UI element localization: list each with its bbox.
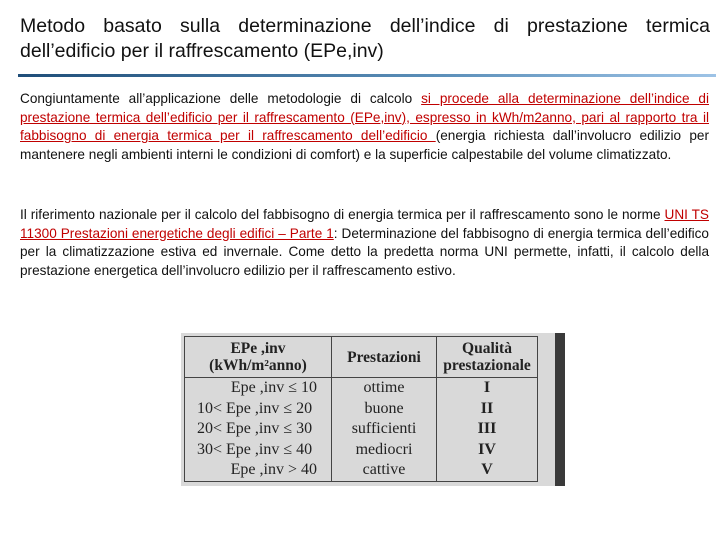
table-shadow	[555, 333, 565, 486]
paragraph1-text-end: (energia richiesta dall’involucro edilizio per mantenere negli ambienti interni le condizioni di comfort) e la superficie calpestabile del volume climatizzato.	[20, 128, 710, 162]
header-quality-line1: Qualità	[462, 340, 512, 357]
performance-cell: sufficienti	[351, 420, 417, 438]
quality-cell: III	[477, 420, 497, 438]
slide-title: Metodo basato sulla determinazione dell’indice di prestazione termica dell’edificio per il raffrescamento (EPe,inv)	[20, 15, 710, 62]
performance-cell: ottime	[363, 379, 405, 396]
table-body-row	[185, 378, 538, 482]
paragraph-uni-reference	[20, 206, 709, 280]
quality-cell: V	[481, 461, 493, 479]
paragraph1-text: Congiuntamente all’applicazione delle metodologie di calcolo	[20, 91, 422, 106]
quality-cell: II	[480, 399, 494, 417]
performance-table-image	[181, 333, 565, 486]
quality-column	[437, 378, 538, 482]
performance-cell: buone	[364, 399, 404, 417]
header-epe-line1: EPe ,inv	[230, 340, 286, 357]
paragraph1-link[interactable]: si procede alla determinazione dell’indice di prestazione termica dell’edificio per il raffrescamento (EPe,inv), espresso in kWh/m2anno, pari al rapporto tra il fabbisogno di energia termica per il raffrescamento dell’edificio	[20, 91, 709, 144]
range-cell: Epe ,inv ≤ 10	[230, 379, 317, 396]
range-cell: 30< Epe ,inv ≤ 40	[197, 440, 313, 458]
paragraph2-text-end: : Determinazione del fabbisogno di energia termica dell’edifico per la climatizzazione estiva ed invernale. Come detto la predetta norma UNI permette, infatti, il calcolo della prestazione energetica dell’involucro edilizio per il raffrescamento estivo.	[20, 225, 709, 278]
header-performance: Prestazioni	[332, 337, 437, 378]
performance-cell: cattive	[362, 461, 406, 479]
quality-cell: IV	[478, 440, 496, 458]
range-cell: Epe ,inv > 40	[230, 461, 317, 479]
performance-column	[332, 378, 437, 482]
range-cell: 10< Epe ,inv ≤ 20	[197, 399, 313, 417]
header-quality	[437, 337, 538, 378]
performance-cell: mediocri	[355, 440, 413, 458]
range-column	[185, 378, 332, 482]
uni-ts-11300-link[interactable]: UNI TS 11300 Prestazioni energetiche degli edifici – Parte 1	[20, 207, 710, 241]
header-epe-line2: (kWh/m²anno)	[209, 357, 307, 374]
paragraph-epe-definition	[20, 90, 709, 164]
quality-cell: I	[483, 379, 491, 396]
header-epe	[185, 337, 332, 378]
paragraph2-text: Il riferimento nazionale per il calcolo del fabbisogno di energia termica per il raffrescamento sono le norme	[20, 207, 665, 222]
epe-classification-table	[184, 336, 538, 482]
range-cell: 20< Epe ,inv ≤ 30	[197, 420, 313, 438]
table-header-row	[185, 337, 538, 378]
header-quality-line2: prestazionale	[443, 357, 531, 374]
title-divider	[18, 74, 716, 77]
